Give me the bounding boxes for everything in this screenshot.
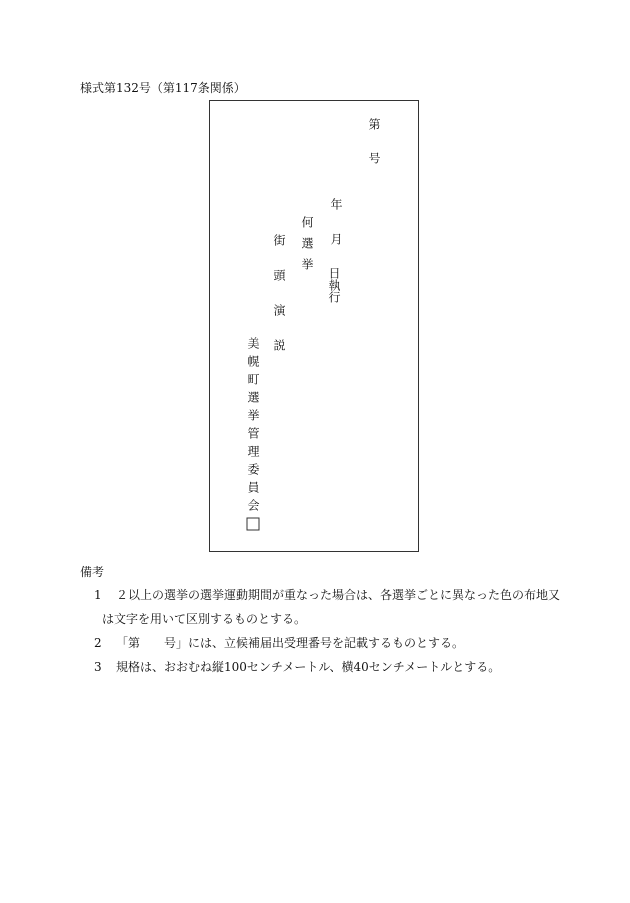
- issue-number-go: 号: [367, 152, 381, 164]
- date-month: 月: [329, 233, 343, 245]
- form-title: 様式第132号（第117条関係）: [80, 81, 246, 95]
- remark-text: 「第 号」には、立候補届出受理番号を記載するものとする。: [116, 636, 465, 650]
- election-name: 何選挙: [300, 216, 314, 279]
- remark-text: ２以上の選挙の選挙運動期間が重なった場合は、各選挙ごとに異なった色の布地又: [116, 588, 561, 602]
- remark-item-1: [94, 587, 560, 603]
- seal-icon: [246, 517, 260, 531]
- remark-number: 2: [94, 636, 102, 650]
- committee-name: 美幌町選挙管理委員会: [246, 337, 260, 517]
- remark-item-3: [94, 659, 500, 675]
- remark-item-2: [94, 635, 464, 651]
- date-execution: 日執行: [327, 267, 341, 303]
- remark-text: 規格は、おおむね縦100センチメートル、横40センチメートルとする。: [116, 660, 501, 674]
- issue-number-dai: 第: [367, 118, 381, 130]
- date-year: 年: [329, 198, 343, 210]
- sign-board-frame: [209, 100, 419, 552]
- remark-number: 1: [94, 588, 102, 602]
- campaign-label: 街頭演説: [272, 234, 286, 374]
- remark-item-1-continuation: は文字を用いて区別するものとする。: [102, 612, 307, 626]
- remarks-heading: 備考: [80, 565, 105, 579]
- remark-number: 3: [94, 660, 102, 674]
